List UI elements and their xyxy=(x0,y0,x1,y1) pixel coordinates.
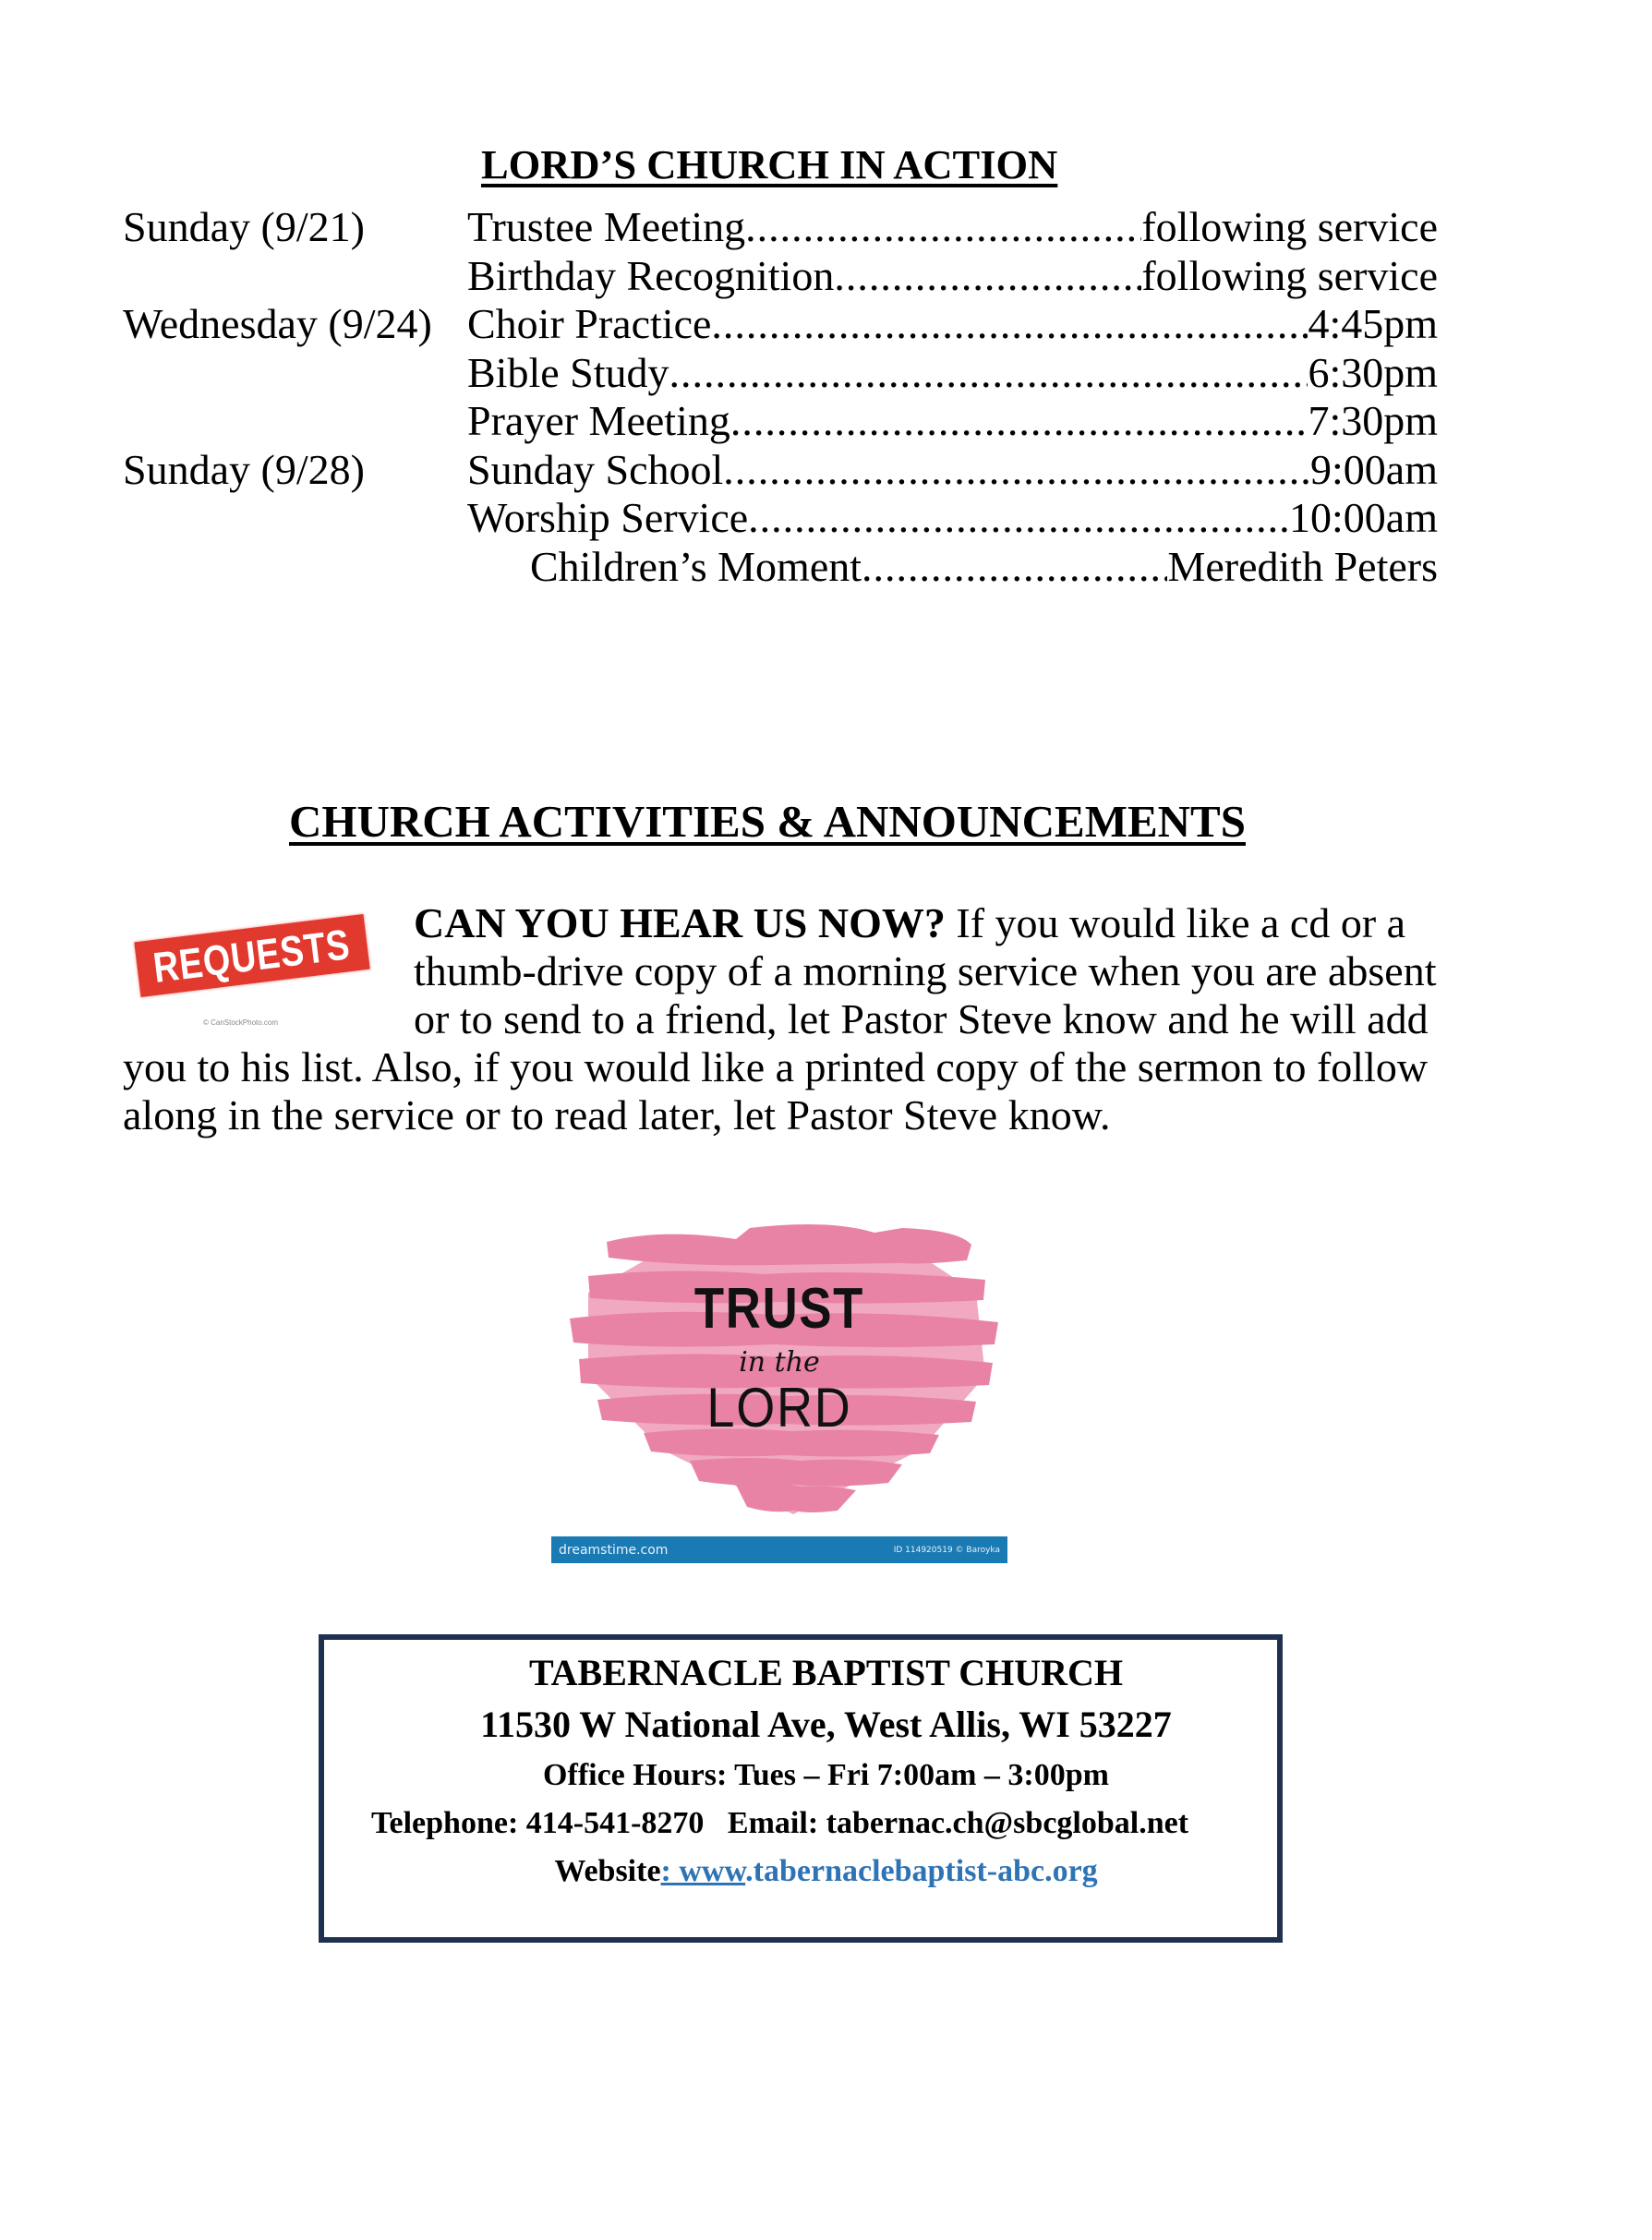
event-schedule xyxy=(0,203,1652,591)
schedule-event xyxy=(467,397,1438,446)
office-hours: Office Hours: Tues – Fri 7:00am – 3:00pm xyxy=(543,1758,1109,1792)
schedule-day: Sunday (9/28) xyxy=(123,445,365,493)
in-the-word: in the xyxy=(739,1346,820,1379)
announcement-line xyxy=(414,899,1405,948)
event-time: 9:00am xyxy=(1310,445,1438,493)
event-time: 7:30pm xyxy=(1308,397,1438,444)
telephone-email: Telephone: 414-541-8270 Email: tabernac.ch@sbcglobal.net xyxy=(370,1806,1189,1840)
lord-word: LORD xyxy=(706,1377,852,1439)
trust-in-the-lord-image xyxy=(551,1191,1007,1563)
event-name: Prayer Meeting xyxy=(467,397,730,444)
event-time: 4:45pm xyxy=(1308,300,1438,347)
schedule-row xyxy=(0,300,1652,349)
schedule-event xyxy=(530,543,1438,592)
dot-leader xyxy=(723,446,1310,495)
schedule-event xyxy=(467,349,1438,398)
stock-id: ID 114920519 © Baroyka xyxy=(893,1545,1000,1555)
event-name: Sunday School xyxy=(467,445,724,493)
event-time: 6:30pm xyxy=(1308,348,1438,396)
schedule-event xyxy=(467,494,1438,543)
event-time: following service xyxy=(1141,203,1438,250)
dot-leader xyxy=(862,543,1167,592)
dot-leader xyxy=(669,349,1308,398)
schedule-row xyxy=(0,252,1652,301)
website-link[interactable]: .tabernaclebaptist-abc.org xyxy=(745,1854,1098,1888)
website-line xyxy=(0,1853,1652,1890)
event-leader-person: Meredith Peters xyxy=(1167,542,1438,590)
dot-leader xyxy=(834,252,1141,301)
schedule-event xyxy=(467,446,1438,495)
schedule-event xyxy=(467,252,1438,301)
dot-leader xyxy=(748,494,1289,543)
announcement-heading: CAN YOU HEAR US NOW? xyxy=(414,899,946,946)
event-name: Bible Study xyxy=(467,348,669,396)
requests-banner-text: REQUESTS xyxy=(151,920,354,992)
event-name: Choir Practice xyxy=(467,300,712,347)
section-title-church-activities: CHURCH ACTIVITIES & ANNOUNCEMENTS xyxy=(289,796,1246,847)
image-credit: © CanStockPhoto.com xyxy=(203,1018,279,1027)
schedule-row xyxy=(0,397,1652,446)
requests-banner xyxy=(134,914,369,997)
website-label: Website xyxy=(554,1854,661,1888)
requests-image xyxy=(126,909,380,1030)
church-address: 11530 W National Ave, West Allis, WI 53227 xyxy=(480,1704,1172,1745)
schedule-day: Sunday (9/21) xyxy=(123,203,365,250)
announcement-line: or to send to a friend, let Pastor Steve know and he will add xyxy=(414,995,1429,1042)
schedule-day: Wednesday (9/24) xyxy=(123,300,432,347)
schedule-event xyxy=(467,300,1438,349)
schedule-row xyxy=(0,446,1652,495)
schedule-event xyxy=(467,203,1438,252)
schedule-row xyxy=(0,349,1652,398)
event-time: 10:00am xyxy=(1289,494,1438,541)
dot-leader xyxy=(730,397,1308,446)
event-name: Children’s Moment xyxy=(530,542,862,590)
announcement-line: thumb-drive copy of a morning service when you are absent xyxy=(414,947,1437,994)
announcement-line: you to his list. Also, if you would like a printed copy of the sermon to follow xyxy=(123,1043,1429,1090)
announcement-line: along in the service or to read later, let Pastor Steve know. xyxy=(123,1091,1111,1138)
dot-leader xyxy=(711,300,1308,349)
schedule-row xyxy=(0,494,1652,543)
church-name: TABERNACLE BAPTIST CHURCH xyxy=(528,1652,1124,1693)
schedule-row xyxy=(0,203,1652,252)
stock-photo-bar xyxy=(551,1536,1007,1563)
event-name: Birthday Recognition xyxy=(467,251,835,299)
stock-brand: dreamstime.com xyxy=(559,1542,669,1558)
dot-leader xyxy=(745,203,1141,252)
trust-word: TRUST xyxy=(693,1277,865,1341)
announcement-text: If you would like a cd or a xyxy=(945,899,1406,946)
website-link-prefix[interactable]: : www xyxy=(660,1854,746,1888)
event-name: Trustee Meeting xyxy=(467,203,746,250)
section-title-lords-church-in-action: LORD’S CHURCH IN ACTION xyxy=(481,141,1058,187)
event-time: following service xyxy=(1141,251,1438,299)
event-name: Worship Service xyxy=(467,494,749,541)
schedule-row xyxy=(0,543,1652,592)
